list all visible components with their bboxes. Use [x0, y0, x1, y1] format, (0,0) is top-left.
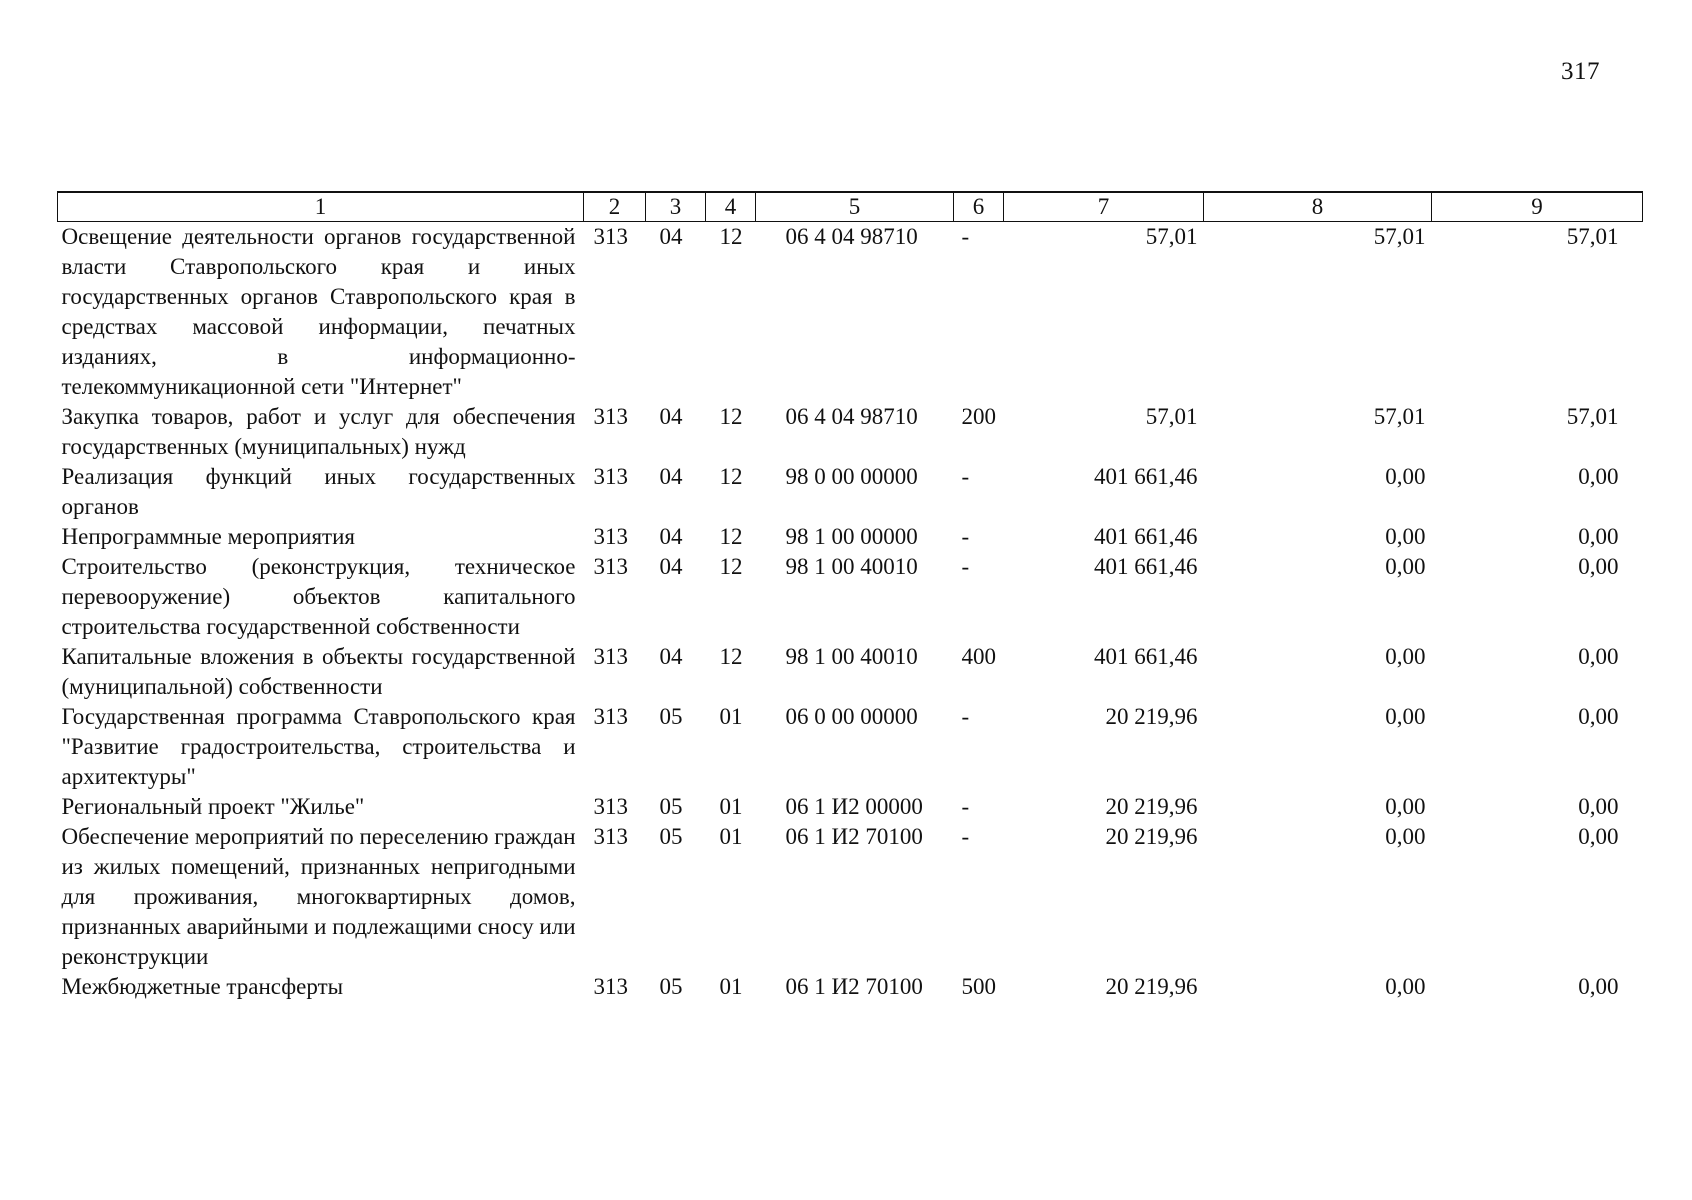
row-subsection-code: 12	[719, 554, 743, 579]
table-row	[58, 222, 1643, 403]
row-name: Непрограммные мероприятия	[61, 524, 355, 549]
row-target-code: 06 4 04 98710	[785, 224, 918, 249]
budget-table-container	[57, 191, 1642, 1002]
row-ministry-code: 313	[593, 824, 628, 849]
table-row	[58, 522, 1643, 552]
row-sum-3: 57,01	[1566, 224, 1619, 249]
row-section-code: 05	[659, 794, 683, 819]
row-subsection-code: 01	[719, 824, 743, 849]
row-sum-2: 0,00	[1385, 704, 1426, 729]
table-row	[58, 972, 1643, 1002]
row-ministry-code: 313	[593, 464, 628, 489]
row-name: Закупка товаров, работ и услуг для обеспечения государственных (муниципальных) нужд	[61, 404, 576, 459]
row-name: Межбюджетные трансферты	[61, 974, 344, 999]
row-name: Региональный проект "Жилье"	[61, 794, 365, 819]
row-sum-3: 57,01	[1566, 404, 1619, 429]
column-header-1: 1	[58, 192, 584, 222]
table-header	[58, 192, 1643, 222]
row-expense-type: -	[961, 794, 970, 819]
row-name: Капитальные вложения в объекты государственной (муниципальной) собственности	[61, 644, 576, 699]
row-sum-1: 20 219,96	[1105, 704, 1198, 729]
row-expense-type: -	[961, 224, 970, 249]
column-header-6: 6	[954, 192, 1004, 222]
table-row	[58, 702, 1643, 792]
row-sum-1: 20 219,96	[1105, 794, 1198, 819]
row-ministry-code: 313	[593, 794, 628, 819]
column-header-7: 7	[1004, 192, 1204, 222]
row-target-code: 98 1 00 00000	[785, 524, 918, 549]
row-expense-type: -	[961, 464, 970, 489]
row-sum-2: 57,01	[1373, 404, 1426, 429]
row-sum-3: 0,00	[1578, 824, 1619, 849]
row-sum-2: 57,01	[1373, 224, 1426, 249]
row-sum-2: 0,00	[1385, 464, 1426, 489]
row-sum-1: 20 219,96	[1105, 824, 1198, 849]
table-body	[58, 222, 1643, 1003]
table-row	[58, 792, 1643, 822]
row-ministry-code: 313	[593, 704, 628, 729]
row-ministry-code: 313	[593, 224, 628, 249]
row-sum-2: 0,00	[1385, 644, 1426, 669]
row-name: Реализация функций иных государственных органов	[61, 464, 576, 519]
row-sum-2: 0,00	[1385, 794, 1426, 819]
row-ministry-code: 313	[593, 974, 628, 999]
row-target-code: 98 1 00 40010	[785, 554, 918, 579]
table-row	[58, 462, 1643, 522]
row-subsection-code: 01	[719, 704, 743, 729]
row-sum-1: 57,01	[1145, 404, 1198, 429]
row-target-code: 98 0 00 00000	[785, 464, 918, 489]
row-sum-3: 0,00	[1578, 464, 1619, 489]
row-sum-3: 0,00	[1578, 794, 1619, 819]
row-target-code: 06 4 04 98710	[785, 404, 918, 429]
row-subsection-code: 12	[719, 224, 743, 249]
row-sum-3: 0,00	[1578, 524, 1619, 549]
row-sum-1: 57,01	[1145, 224, 1198, 249]
row-section-code: 05	[659, 824, 683, 849]
row-ministry-code: 313	[593, 644, 628, 669]
row-target-code: 06 1 И2 70100	[785, 824, 923, 849]
row-sum-2: 0,00	[1385, 554, 1426, 579]
row-section-code: 04	[659, 644, 683, 669]
row-expense-type: -	[961, 524, 970, 549]
row-expense-type: 500	[961, 974, 996, 999]
row-expense-type: -	[961, 704, 970, 729]
row-section-code: 05	[659, 704, 683, 729]
column-header-3: 3	[646, 192, 706, 222]
row-expense-type: 200	[961, 404, 996, 429]
row-ministry-code: 313	[593, 524, 628, 549]
column-header-2: 2	[584, 192, 646, 222]
column-header-5: 5	[756, 192, 954, 222]
row-subsection-code: 01	[719, 794, 743, 819]
column-header-9: 9	[1432, 192, 1643, 222]
row-target-code: 06 1 И2 70100	[785, 974, 923, 999]
row-section-code: 05	[659, 974, 683, 999]
table-row	[58, 402, 1643, 462]
row-sum-1: 401 661,46	[1094, 554, 1198, 579]
row-sum-3: 0,00	[1578, 974, 1619, 999]
row-sum-2: 0,00	[1385, 524, 1426, 549]
row-subsection-code: 12	[719, 404, 743, 429]
row-expense-type: -	[961, 554, 970, 579]
header-row	[58, 192, 1643, 222]
row-sum-1: 20 219,96	[1105, 974, 1198, 999]
row-sum-1: 401 661,46	[1094, 644, 1198, 669]
row-sum-3: 0,00	[1578, 704, 1619, 729]
row-sum-3: 0,00	[1578, 644, 1619, 669]
table-row	[58, 552, 1643, 642]
row-ministry-code: 313	[593, 404, 628, 429]
row-section-code: 04	[659, 554, 683, 579]
table-row	[58, 822, 1643, 972]
column-header-4: 4	[706, 192, 756, 222]
page-number: 317	[1561, 58, 1600, 85]
row-section-code: 04	[659, 464, 683, 489]
row-name: Обеспечение мероприятий по переселению граждан из жилых помещений, признанных непригодными для проживания, многоквартирных домов, признанных аварийными и подлежащими сносу или реконструкции	[61, 824, 576, 969]
budget-table	[57, 191, 1643, 1002]
row-subsection-code: 12	[719, 524, 743, 549]
row-expense-type: -	[961, 824, 970, 849]
row-subsection-code: 12	[719, 644, 743, 669]
row-name: Государственная программа Ставропольского края "Развитие градостроительства, строительства и архитектуры"	[61, 704, 576, 789]
row-section-code: 04	[659, 524, 683, 549]
row-sum-3: 0,00	[1578, 554, 1619, 579]
row-target-code: 06 1 И2 00000	[785, 794, 923, 819]
row-subsection-code: 12	[719, 464, 743, 489]
row-target-code: 06 0 00 00000	[785, 704, 918, 729]
row-subsection-code: 01	[719, 974, 743, 999]
row-expense-type: 400	[961, 644, 996, 669]
row-ministry-code: 313	[593, 554, 628, 579]
row-sum-1: 401 661,46	[1094, 524, 1198, 549]
row-target-code: 98 1 00 40010	[785, 644, 918, 669]
row-sum-1: 401 661,46	[1094, 464, 1198, 489]
row-name: Освещение деятельности органов государственной власти Ставропольского края и иных государственных органов Ставропольского края в средствах массовой информации, печатных изданиях, в информационно-телекоммуникационной сети "Интернет"	[61, 224, 576, 399]
row-name: Строительство (реконструкция, техническое перевооружение) объектов капитального строительства государственной собственности	[61, 554, 576, 639]
row-section-code: 04	[659, 224, 683, 249]
row-sum-2: 0,00	[1385, 824, 1426, 849]
row-section-code: 04	[659, 404, 683, 429]
column-header-8: 8	[1204, 192, 1432, 222]
row-sum-2: 0,00	[1385, 974, 1426, 999]
table-row	[58, 642, 1643, 702]
